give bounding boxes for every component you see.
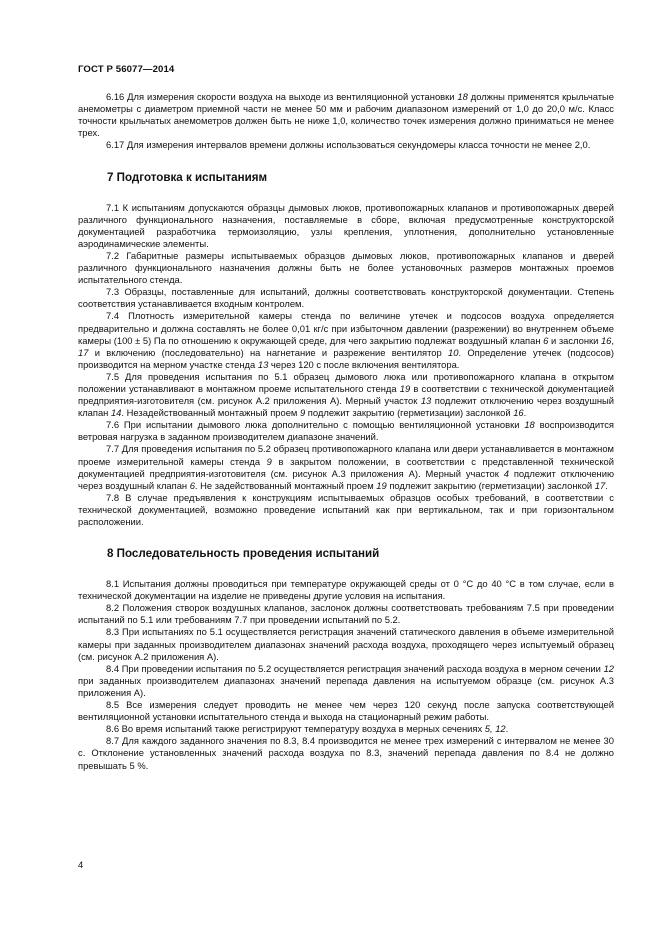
text-run: . Не задействованный монтажный проем: [194, 479, 377, 491]
section-title: 8 Последовательность проведения испытаний: [107, 547, 380, 561]
paragraph: [78, 310, 614, 370]
section-title: 7 Подготовка к испытаниям: [107, 170, 268, 184]
paragraph: [78, 419, 614, 443]
text-run: 6.16 Для измерения скорости воздуха на выходе из вентиляционной установки: [106, 91, 458, 103]
reference-number: 16: [513, 407, 524, 419]
paragraph: [78, 602, 614, 626]
reference-number: 16: [600, 334, 612, 346]
reference-number: 4: [503, 467, 509, 479]
text-run: воспроизводится ветровая нагрузка в заданном производителем диапазоне значений.: [78, 419, 615, 443]
text-run: должны применятся крыльчатые анемометры с диаметром приемной части не менее 50 мм и рабочим диапазоном измерений от 1,0 до 20,0 м/с. Класс точности крыльчатых анемометров должен быть не ниже 1,0, количество точек измерения должно приниматься не менее трех.: [78, 91, 614, 139]
paragraph: [78, 202, 614, 250]
text-run: 8.4 При проведении испытания по 5.2 осуществляется регистрация значений расхода воздуха в мерном сечении: [106, 662, 604, 674]
text-run: .: [523, 407, 527, 419]
reference-number: 6: [543, 334, 549, 346]
reference-number: 18: [524, 419, 535, 431]
reference-number: 9: [266, 455, 272, 467]
paragraph: [78, 699, 614, 723]
paragraph: [78, 735, 614, 771]
reference-number: 5, 12: [484, 723, 506, 735]
text-run: подлежит отключению через воздушный клапан: [78, 467, 615, 491]
text-run: 7.7 Для проведения испытания по 5.2 образец противопожарного клапана или двери устанавливается в монтажном проеме измерительной камеры стенда: [78, 443, 614, 467]
page-number: 4: [78, 859, 84, 870]
text-run: 8.6 Во время испытаний также регистрируют температуру воздуха в мерных сечениях: [106, 723, 485, 735]
text-run: подлежит отключению через воздушный клапан: [78, 395, 615, 419]
paragraph: [78, 578, 614, 602]
text-run: 7.2 Габаритные размеры испытываемых образцов дымовых люков, противопожарных клапанов и дверей различного функционального назначения должны быть не более установочных размеров монтажных проемов испытательного стенда.: [78, 249, 614, 286]
text-run: . Незадействованный монтажный проем: [121, 407, 300, 419]
text-run: в соответствии с технической документацией предприятия-изготовителя (см. рисунок А.2 приложения А). Мерный участок: [78, 382, 614, 407]
reference-number: 6: [189, 479, 195, 491]
text-run: .: [605, 479, 608, 491]
reference-number: 19: [376, 479, 387, 491]
text-run: подлежит закрытию (герметизации) заслонкой: [386, 479, 595, 491]
reference-number: 12: [603, 662, 614, 674]
reference-number: 14: [110, 407, 122, 419]
paragraph: [78, 139, 614, 151]
text-run: 8.5 Все измерения следует проводить не менее чем через 120 секунд после запуска соответствующей вентиляционной установки испытательного стенда и выхода на стационарный режим работы.: [78, 699, 614, 723]
text-run: 7.8 В случае предъявления к конструкциям испытываемых образцов особых требований, в соответствии с технической документацией, возможно проведение испытаний как при вертикальном, так и при горизонтальном расположении.: [78, 491, 614, 527]
document-code-header: ГОСТ Р 56077—2014: [78, 64, 175, 75]
text-run: 7.3 Образцы, поставленные для испытаний, должны соответствовать конструкторской документации. Степень соответствия устанавливается входным контролем.: [78, 286, 614, 310]
text-run: 7.1 К испытаниям допускаются образцы дымовых люков, противопожарных клапанов и противопожарных дверей различного функционального назначения, поставляемые в сборе, включая предусмотренные конструкторской документацией разработчика термоизоляцию, узлы крепления, уплотнения, дополнительно установленные аэродинамические элементы.: [78, 201, 614, 249]
reference-number: 9: [299, 407, 306, 419]
text-run: .: [505, 723, 509, 735]
document-body: [78, 91, 614, 772]
text-run: 8.2 Положения створок воздушных клапанов, заслонок должны соответствовать требованиям 7.5 при проведении испытаний по 5.1 или требованиям 7.7 при проведении испытаний по 5.2.: [78, 602, 614, 626]
text-run: 7.5 Для проведения испытания по 5.1 образец дымового люка или противопожарного клапана в открытом положении устанавливают в монтажном проеме испытательного стенда: [78, 370, 614, 394]
paragraph: [78, 663, 614, 699]
text-run: . Определение утечек (подсосов) производится на мерном участке стенда: [78, 346, 615, 370]
paragraph: [78, 250, 614, 286]
reference-number: 18: [457, 91, 468, 103]
paragraph: [78, 371, 614, 419]
text-run: и заслонки: [548, 334, 601, 346]
text-run: ,: [611, 334, 615, 346]
text-run: 7.4 Плотность измерительной камеры стенда по величине утечек и подсосов воздуха определяется предварительно и должна составлять не более 0,01 кг/с при избыточном давлении (разрежении) во внутреннем объеме камеры (100 ± 5) Па по отношению к окружающей среде, для чего закрытию подлежат воздушный клапан: [78, 310, 614, 346]
reference-number: 13: [420, 395, 432, 407]
text-run: 8.1 Испытания должны проводиться при температуре окружающей среды от 0 °С до 40 °С в том случае, если в технической документации на изделие не приведены другие условия на испытания.: [78, 578, 614, 602]
text-run: через 120 с после включения вентилятора.: [268, 358, 460, 370]
paragraph: [78, 492, 614, 528]
paragraph: [78, 286, 614, 310]
text-run: и включению (последовательно) на нагнетание и разрежение вентилятор: [88, 346, 449, 358]
text-run: 8.3 При испытаниях по 5.1 осуществляется регистрация значений статического давления в объеме измерительной камеры при заданных производителем диапазонах значений расхода воздуха, проходящего через испытуемый образец (см. рисунок А.2 приложения А).: [78, 626, 614, 662]
text-run: 7.6 При испытании дымового люка дополнительно с помощью вентиляционной установки: [106, 419, 525, 431]
paragraph: [78, 626, 614, 662]
reference-number: 13: [257, 358, 269, 370]
text-run: 6.17 Для измерения интервалов времени должны использоваться секундомеры класса точности не менее 2,0.: [106, 139, 591, 151]
paragraph: [78, 443, 614, 491]
reference-number: 17: [78, 346, 89, 358]
text-run: подлежит закрытию (герметизации) заслонкой: [305, 407, 514, 419]
reference-number: 17: [594, 479, 606, 491]
text-run: 8.7 Для каждого заданного значения по 8.3, 8.4 производится не менее трех измерений с интервалом не менее 30 с. Отклонение установленных значений расхода воздуха по 8.3, значений перепада давления по 8.4 не должно превышать 5 %.: [78, 735, 614, 771]
reference-number: 19: [399, 382, 411, 394]
reference-number: 10: [448, 346, 459, 358]
paragraph: [78, 723, 614, 735]
text-run: в закрытом положении, в соответствии с представленной технической документацией предприятия-изготовителя (см. рисунок А.3 приложения А). Мерный участок: [78, 455, 614, 479]
paragraph: [78, 91, 614, 139]
text-run: при заданных производителем диапазонах значений перепада давления на испытуемом образце (см. рисунок А.3 приложения А).: [78, 674, 614, 698]
